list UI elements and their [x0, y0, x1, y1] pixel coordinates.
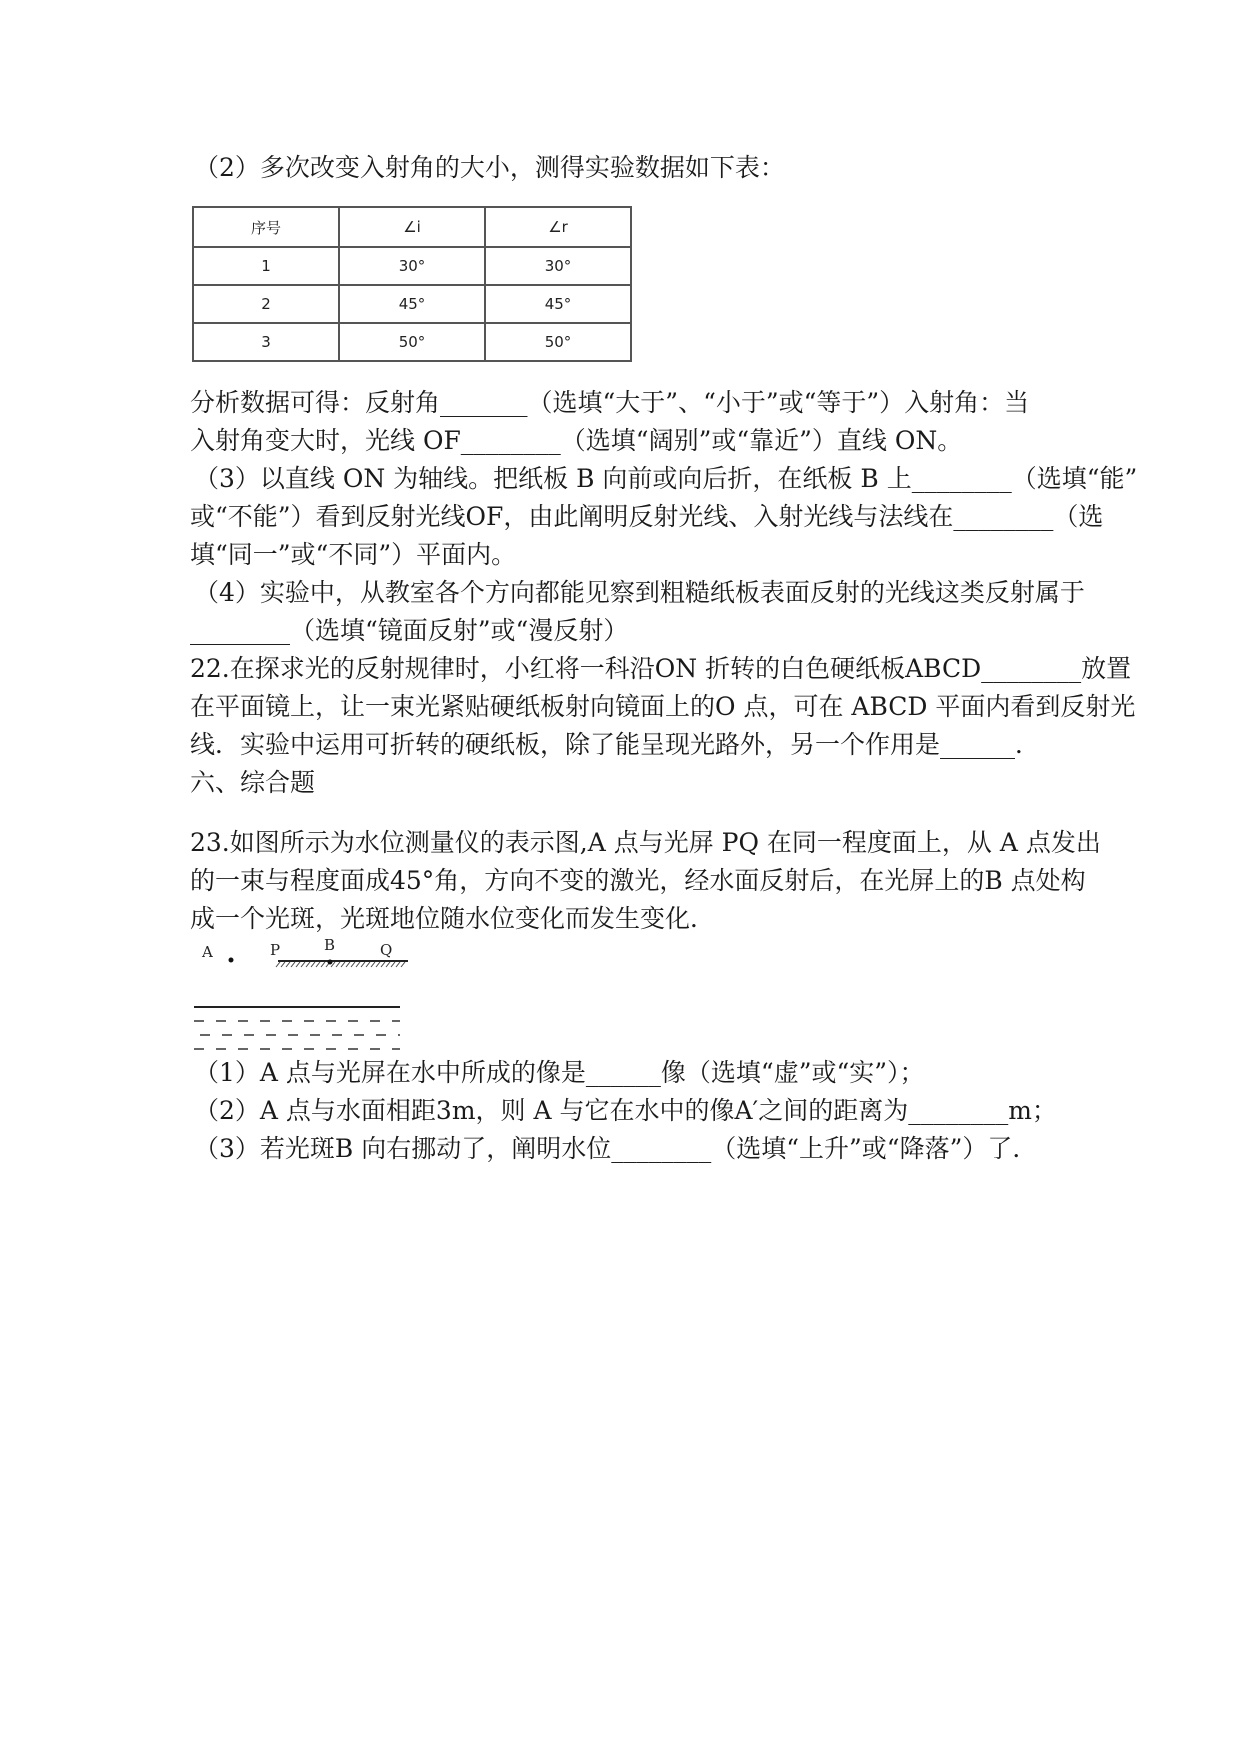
hatch-mark — [341, 962, 345, 967]
light-screen-pq — [276, 960, 408, 968]
table-cell: 1 — [193, 247, 339, 285]
table-header-reflection-angle: ∠r — [485, 207, 631, 247]
q21-analysis-line2: 入射角变大时，光线 OF________（选填“阔别”或“靠近”）直线 ON。 — [190, 426, 963, 455]
table-cell: 50° — [339, 323, 485, 361]
hatch-mark — [391, 962, 395, 967]
table-cell: 30° — [339, 247, 485, 285]
table-header-index: 序号 — [193, 207, 339, 247]
hatch-mark — [336, 962, 340, 967]
q21-part2-intro: （2）多次改变入射角的大小，测得实验数据如下表： — [194, 153, 785, 182]
table-cell: 3 — [193, 323, 339, 361]
table-cell: 30° — [485, 247, 631, 285]
hatch-mark — [276, 962, 280, 967]
hatch-mark — [321, 962, 325, 967]
section-title: 六、综合题 — [190, 768, 316, 797]
q23-line3: 成一个光斑，光斑地位随水位变化而发生变化． — [190, 904, 716, 933]
point-a-dot — [229, 958, 234, 963]
hatch-mark — [316, 962, 320, 967]
q22-line2: 在平面镜上，让一束光紧贴硬纸板射向镜面上的O 点，可在 ABCD 平面内看到反射光 — [190, 692, 1136, 721]
q23-line1: 23.如图所示为水位测量仪的表示图,A 点与光屏 PQ 在同一程度面上，从 A 点发出 — [190, 828, 1101, 857]
hatch-mark — [296, 962, 300, 967]
hatch-mark — [286, 962, 290, 967]
table-row — [193, 323, 631, 361]
hatch-mark — [291, 962, 295, 967]
q22-line1: 22.在探求光的反射规律时，小红将一科沿ON 折转的白色硬纸板ABCD________放置 — [190, 654, 1132, 683]
hatch-mark — [351, 962, 355, 967]
hatch-mark — [281, 962, 285, 967]
angle-data-table — [192, 206, 632, 362]
q21-analysis-line1: 分析数据可得：反射角_______（选填“大于”、“小于”或“等于”）入射角：当 — [190, 388, 1030, 417]
table-row — [193, 247, 631, 285]
q21-part4-line2: ________（选填“镜面反射”或“漫反射） — [190, 616, 629, 645]
table-header-incident-angle: ∠i — [339, 207, 485, 247]
table-header-row — [193, 207, 631, 247]
q21-part3-line1: （3）以直线 ON 为轴线。把纸板 B 向前或向后折，在纸板 B 上________（选填“能” — [194, 464, 1138, 493]
hatch-mark — [311, 962, 315, 967]
hatch-mark — [376, 962, 380, 967]
q23-sub1: （1）A 点与光屏在水中所成的像是______像（选填“虚”或“实”）； — [194, 1058, 925, 1087]
point-a-label: A — [202, 943, 213, 961]
hatch-mark — [381, 962, 385, 967]
hatch-mark — [386, 962, 390, 967]
q21-part3-line3: 填“同一”或“不同”）平面内。 — [190, 540, 517, 569]
table-row — [193, 285, 631, 323]
point-b-dot — [328, 960, 333, 965]
q23-line2: 的一束与程度面成45°角，方向不变的激光，经水面反射后，在光屏上的B 点处构 — [190, 866, 1086, 895]
table-cell: 45° — [485, 285, 631, 323]
q22-line3: 线．实验中运用可折转的硬纸板，除了能呈现光路外，另一个作用是______． — [190, 730, 1041, 759]
q21-part4-line1: （4）实验中，从教室各个方向都能见察到粗糙纸板表面反射的光线这类反射属于 — [194, 578, 1085, 607]
hatch-mark — [396, 962, 400, 967]
hatch-mark — [356, 962, 360, 967]
table-cell: 45° — [339, 285, 485, 323]
point-b-label: B — [324, 936, 336, 954]
hatch-mark — [371, 962, 375, 967]
hatch-mark — [301, 962, 305, 967]
hatch-mark — [346, 962, 350, 967]
table-cell: 50° — [485, 323, 631, 361]
water-level-diagram — [190, 935, 430, 1065]
q23-sub3: （3）若光斑B 向右挪动了，阐明水位________（选填“上升”或“降落”）了． — [194, 1134, 1038, 1163]
point-p-label: P — [270, 941, 281, 959]
point-q-label: Q — [380, 941, 393, 959]
hatch-mark — [401, 962, 405, 967]
q21-part3-line2: 或“不能”）看到反射光线OF，由此阐明反射光线、入射光线与法线在________（选 — [190, 502, 1104, 531]
q23-sub2: （2）A 点与水面相距3m，则 A 与它在水中的像A′之间的距离为________m； — [194, 1096, 1057, 1125]
hatch-mark — [306, 962, 310, 967]
table-cell: 2 — [193, 285, 339, 323]
water-body — [194, 1021, 400, 1049]
hatch-mark — [366, 962, 370, 967]
hatch-mark — [361, 962, 365, 967]
